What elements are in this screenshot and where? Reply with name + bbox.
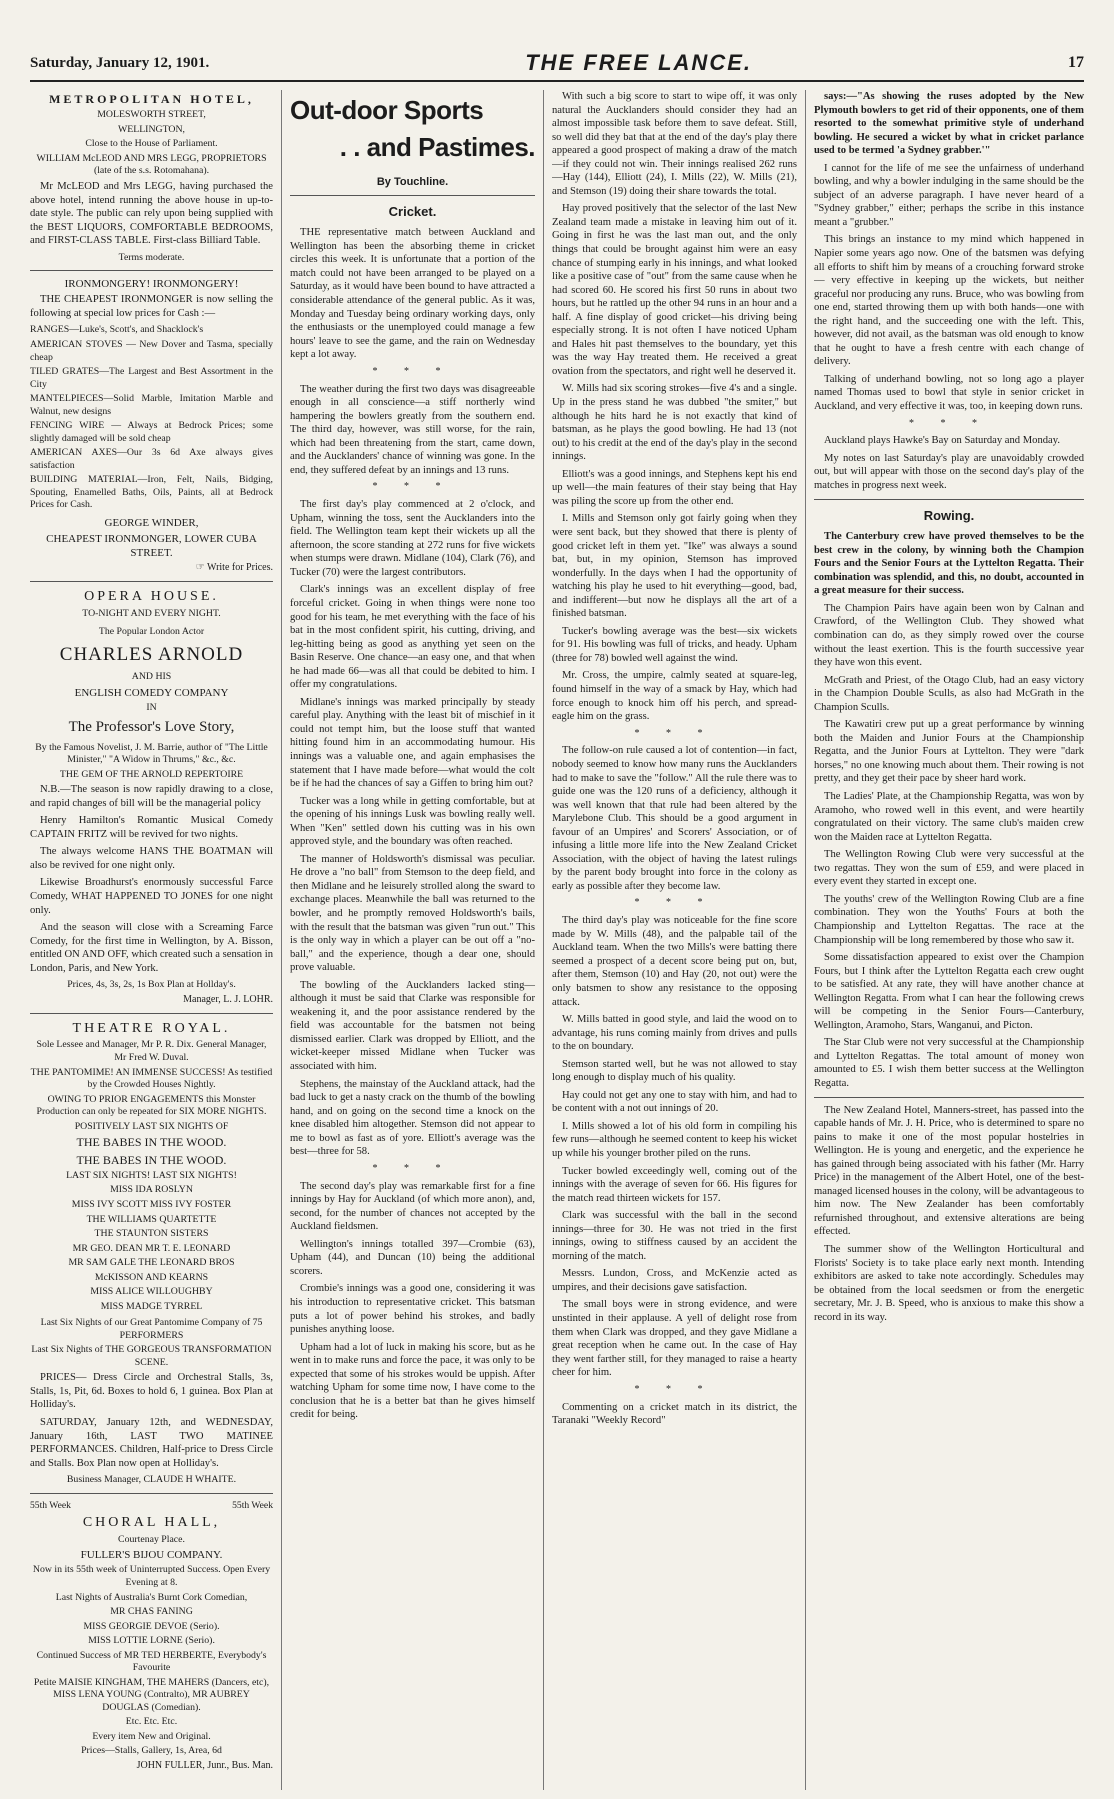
byline: By Touchline. bbox=[376, 175, 449, 188]
ad-line: TO-NIGHT AND EVERY NIGHT. bbox=[82, 607, 221, 619]
ad-line: The Popular London Actor bbox=[98, 626, 205, 638]
ad-body: Mr McLEOD and Mrs LEGG, having purchased the above hotel, intend running the above house in up-to-date style. The public can rely upon being supplied with the BEST LIQUORS, COMFORTABLE BEDROOMS, and FIRST-CLASS TABLE. First-class Billiard Table. bbox=[30, 181, 273, 247]
article-paragraph: Messrs. Lundon, Cross, and McKenzie acted as umpires, and their decisions gave satisfaction. bbox=[552, 1268, 797, 1293]
article-paragraph: Midlane's innings was marked principally by steady careful play. Anything with the least bit of mischief in it could not tempt him, but the loose stuff that wanted hitting found him in an accommodating humour. His innings was a valuable one, and again emphasises the statement that I have made before—what would the colt be if he had the chances of say a Giffen to bring him out? bbox=[290, 696, 535, 790]
article-paragraph: The Canterbury crew have proved themselves to be the best crew in the colony, by winning both the Champion Fours and the Senior Fours at the Lyttelton Regatta. Their combination was splendid, and this, no doubt, accounted in a great measure for their success. bbox=[814, 531, 1084, 597]
article-paragraph: Stephens, the mainstay of the Auckland attack, had the bad luck to get a nasty crack on the thumb of the bowling hand, and on going on the second time a knock on the knee disabled him altogether. Stemson did not appear to me to bowl as fast as of yore. Elliott's average was the best—three for 58. bbox=[290, 1078, 535, 1158]
divider bbox=[290, 195, 535, 196]
ironmongery-list bbox=[30, 324, 273, 511]
article-paragraph: Upham had a lot of luck in making his score, but as he went in to make runs and force the pace, it was only to be expected that some of his strokes would be uppish. After watching Upham for some time now, I have come to the conclusion that he is a better bat than he gives himself credit for being. bbox=[290, 1341, 535, 1421]
article-paragraph: Elliott's was a good innings, and Stephens kept his end up well—the main features of their stay being that Hay was piling the score up from the other end. bbox=[552, 468, 797, 507]
separator-stars: * * * bbox=[909, 417, 989, 429]
article-paragraph: says:—"As showing the ruses adopted by the New Plymouth bowlers to get rid of their opponents, one of them resorted to the somewhat primitive style of underhand bowling. He secured a wicket by what in cricket parlance used to be termed 'a Sydney grabber.'" bbox=[814, 91, 1084, 157]
advertisements-column bbox=[30, 90, 282, 1790]
sports-column-1 bbox=[290, 90, 544, 1790]
ad-line: Last Six Nights of THE GORGEOUS TRANSFORMATION SCENE. bbox=[31, 1344, 272, 1368]
article-paragraph: Talking of underhand bowling, not so long ago a player named Thomas used to bowl that style in senior cricket in Auckland, and very effective it was, too, in keeping down runs. bbox=[814, 373, 1084, 413]
list-item: FENCING WIRE — Always at Bedrock Prices; some slightly damaged will be sold cheap bbox=[30, 420, 273, 444]
cast-line: MISS IDA ROSLYN bbox=[110, 1184, 193, 1196]
newspaper-title: THE FREE LANCE. bbox=[525, 50, 752, 75]
cast-line: MISS IVY SCOTT MISS IVY FOSTER bbox=[71, 1198, 232, 1210]
ad-line: Courtenay Place. bbox=[118, 1533, 185, 1545]
article-paragraph: W. Mills had six scoring strokes—five 4's and a single. Up in the press stand he was dubbed "the smiter," but although he hits hard he is not exactly that kind of batsman, as he plays the good bowling. He had 13 (not out) to his credit at the end of the day's play in the second innings. bbox=[552, 383, 797, 463]
ad-heading: OPERA HOUSE. bbox=[84, 588, 219, 604]
article-paragraph: The Ladies' Plate, at the Championship Regatta, was won by Aramoho, who rowed well in this event, and were heartily congratulated on their victory. The same club's maiden crew won the Maiden race at Lyttelton Regatta. bbox=[814, 791, 1084, 843]
ad-line: MR CHAS FANING bbox=[110, 1606, 193, 1618]
article-paragraph: Tucker bowled exceedingly well, coming out of the innings with the average of seven for 66. His figures for the match read thirteen wickets for 157. bbox=[552, 1165, 797, 1204]
article-paragraph: The youths' crew of the Wellington Rowing Club are a fine combination. They won the Youths' Fours at both the Championship and Lyttelton Regattas. The race at the Championship will be long remembered by those who saw it. bbox=[814, 893, 1084, 946]
masthead bbox=[30, 46, 1084, 82]
cast-line: MISS MADGE TYRREL bbox=[100, 1300, 203, 1312]
ad-line: Every item New and Original. bbox=[92, 1730, 211, 1742]
ad-body: THE CHEAPEST IRONMONGER is now selling the following at special low prices for Cash :— bbox=[30, 294, 273, 319]
list-item: RANGES—Luke's, Scott's, and Shacklock's bbox=[30, 324, 204, 336]
list-item: TILED GRATES—The Largest and Best Assortment in the City bbox=[30, 366, 273, 390]
article-paragraph: The Champion Pairs have again been won by Calnan and Crawford, of the Wellington Club. They showed what combination can do, as they simply rowed over the course without the least exertion. This is the fourth successive year they have won this event. bbox=[814, 602, 1084, 669]
ad-line: ☞ Write for Prices. bbox=[195, 562, 273, 574]
article-paragraph: This brings an instance to my mind which happened in Napier some years ago now. One of the batsmen was defying all efforts to shift him by means of a crouching forward stroke — very effective in keeping up the wickets, but neither graceful nor producing any runs. Bruce, who was bowling from one end, started throwing them up with both hands—one with the right hand, and the succeeding one with the left. This, however, did not avail, as the batsman was old enough to know that he ought to have a fresh centre with each change of delivery. bbox=[814, 234, 1084, 368]
sports-column-2 bbox=[552, 90, 806, 1790]
ad-line: GEORGE WINDER, bbox=[104, 516, 199, 529]
ad-heading: IRONMONGERY! IRONMONGERY! bbox=[64, 278, 239, 291]
page-number: 17 bbox=[1068, 54, 1084, 71]
ad-line: CHARLES ARNOLD bbox=[59, 643, 244, 665]
cast-line: THE WILLIAMS QUARTETTE bbox=[86, 1213, 217, 1225]
ad-heading: METROPOLITAN HOTEL, bbox=[49, 92, 254, 106]
ad-line: POSITIVELY LAST SIX NIGHTS OF bbox=[74, 1120, 229, 1132]
ad-line: THE BABES IN THE WOOD. bbox=[76, 1135, 227, 1150]
ad-line: Petite MAISIE KINGHAM, THE MAHERS (Dancers, etc), MISS LENA YOUNG (Contralto), MR AUBREY DOUGLAS (Comedian). bbox=[33, 1676, 270, 1713]
opera-house-ad bbox=[30, 588, 273, 1007]
article-paragraph: The follow-on rule caused a lot of contention—in fact, nobody seemed to know how many runs the Aucklanders had to make to save the "follow." All the rule there was to guide one was the 120 runs of a deficiency, although it was well known that that rule had been altered by the Marylebone Club. This should be a good argument in favour of an Umpires' and Scorers' Association, or of infusing a little more life into the New Zealand Cricket Association, with the object of having the latest rulings by the parent body brought into force in the colony as early as possible after they become law. bbox=[552, 745, 797, 892]
cast-line: MISS ALICE WILLOUGHBY bbox=[90, 1286, 213, 1298]
ad-line: LAST SIX NIGHTS! LAST SIX NIGHTS! bbox=[66, 1169, 237, 1181]
sports-subtitle: . . and Pastimes. bbox=[339, 132, 535, 163]
ad-line: Now in its 55th week of Uninterrupted Success. Open Every Evening at 8. bbox=[32, 1564, 271, 1589]
separator-stars: * * * bbox=[372, 365, 453, 377]
sports-column-3 bbox=[814, 90, 1084, 1790]
ad-line: WILLIAM McLEOD AND MRS LEGG, PROPRIETORS (late of the s.s. Rotomahana). bbox=[36, 152, 267, 177]
article-paragraph: The small boys were in strong evidence, and were unstinted in their applause. A yell of delight rose from them when Clark was dropped, and they gave Midlane a great reception when he came out. In the case of Hay they went farther still, for they managed to raise a hearty cheer for him. bbox=[552, 1299, 797, 1379]
divider bbox=[30, 581, 273, 582]
cast-line: MR SAM GALE THE LEONARD BROS bbox=[68, 1257, 235, 1269]
article-paragraph: Tucker's bowling average was the best—six wickets for 91. His bowling was full of tricks, and heady. Upham (three for 78) bowled well against the wind. bbox=[552, 625, 797, 664]
separator-stars: * * * bbox=[634, 897, 715, 909]
ad-line: AND HIS bbox=[131, 671, 172, 683]
ad-line: MISS GEORGIE DEVOE (Serio). bbox=[83, 1620, 220, 1632]
metropolitan-hotel-ad bbox=[30, 92, 273, 264]
article-paragraph: The bowling of the Aucklanders lacked sting—although it must be said that Clarke was responsible for weakening it, and the poor assistance rendered by the field was accountable for the batsmen not being dismissed earlier. Clark was dropped by Elliott, and the wicket-keeper missed Midlane when Tucker was associated with him. bbox=[290, 979, 535, 1072]
list-item: AMERICAN AXES—Our 3s 6d Axe always gives satisfaction bbox=[30, 447, 273, 471]
ad-line: Continued Success of MR TED HERBERTE, Everybody's Favourite bbox=[36, 1649, 267, 1674]
list-item: AMERICAN STOVES — New Dover and Tasma, specially cheap bbox=[30, 338, 273, 363]
section-heading-cricket: Cricket. bbox=[388, 203, 437, 219]
ad-body: The always welcome HANS THE BOATMAN will also be revived for one night only. bbox=[30, 846, 273, 871]
article-paragraph: Tucker was a long while in getting comfortable, but at the opening of his innings Lusk was bowling really well. When "Ken" settled down his cutting was in his own approved style, and the boundary was often reached. bbox=[290, 795, 535, 848]
article-paragraph: Mr. Cross, the umpire, calmly seated at square-leg, found himself in the way of a smack by Hay, which had force enough to knock him off his perch, and spread-eagle him on the grass. bbox=[552, 670, 797, 723]
article-paragraph: The Kawatiri crew put up a great performance by winning both the Maiden and Junior Fours at the Championship Regatta, and the Junior Fours at Lyttelton. They were "dark horses," no one knowing much about them. Their rowing is not pretty, and they get their pace by sheer hard work. bbox=[814, 719, 1084, 785]
theatre-royal-ad bbox=[30, 1020, 273, 1487]
ad-line: Prices, 4s, 3s, 2s, 1s Box Plan at Hollday's. bbox=[67, 979, 236, 991]
ad-line: OWING TO PRIOR ENGAGEMENTS this Monster Production can only be repeated for SIX MORE NIGHTS. bbox=[36, 1093, 267, 1118]
article-paragraph: Hay proved positively that the selector of the last New Zealand team made a mistake in leaving him out of it. Going in first he was the last man out, and the only things that could be brought against him were an easy chance of stumping early in his innings, and what looked like a positive case of "out" from the same cause when he had scored 60. He scored his first 50 runs in about two hours, but he rattled up the other 94 runs in an hour and a half. A fine display of good cricket—his driving being especially strong. It is not often I have noticed Upham and Hales hit past themselves to the boundary, yet this was the way Hay treated them. He received a great ovation from the spectators, and right well he deserved it. bbox=[552, 203, 797, 377]
article-paragraph: With such a big score to start to wipe off, it was only natural the Aucklanders should consider they had an almost impossible task before them to save defeat. Still, so well did they bat that at the end of the day's play there appeared a good prospect of making a draw of the match—if they could not win. Their innings realised 262 runs—Hay (144), Elliott (24), I. Mills (22), W. Mills (21), and Stemson (19) doing their share towards the total. bbox=[552, 91, 797, 197]
section-heading-rowing: Rowing. bbox=[923, 507, 975, 523]
ad-line: JOHN FULLER, Junr., Bus. Man. bbox=[136, 1759, 273, 1771]
ad-line: MISS LOTTIE LORNE (Serio). bbox=[88, 1635, 215, 1647]
ad-line: THE GEM OF THE ARNOLD REPERTOIRE bbox=[59, 768, 244, 780]
cast-line: MR GEO. DEAN MR T. E. LEONARD bbox=[72, 1242, 231, 1254]
ad-line: Sole Lessee and Manager, Mr P. R. Dix. General Manager, Mr Fred W. Duval. bbox=[36, 1039, 267, 1063]
ad-line: WELLINGTON, bbox=[117, 123, 186, 135]
ad-line: THE BABES IN THE WOOD. bbox=[76, 1152, 227, 1167]
ad-line: FULLER'S BIJOU COMPANY. bbox=[80, 1549, 223, 1562]
article-paragraph: Some dissatisfaction appeared to exist over the Champion Fours, but I think after the Lyttelton Regatta each crew ought to be satisfied. At any rate, they will have another chance at Wellington Regatta. From what I can hear the following crews will be competing in the Senior Fours—Canterbury, Wellington, Aramoho, Stars, Wanganui, and Picton. bbox=[814, 952, 1084, 1031]
ad-body: Henry Hamilton's Romantic Musical Comedy CAPTAIN FRITZ will be revived for two nights. bbox=[30, 815, 273, 840]
divider bbox=[30, 1493, 273, 1494]
ad-line: The Professor's Love Story, bbox=[68, 719, 235, 736]
separator-stars: * * * bbox=[372, 481, 453, 493]
separator-stars: * * * bbox=[634, 727, 715, 739]
article-paragraph: Auckland plays Hawke's Bay on Saturday and Monday. bbox=[824, 435, 1061, 447]
article-paragraph: Clark's innings was an excellent display of free forceful cricket. Going in when things were none too good for his team, he met everything with the face of his bat in the most confident spirit, his cutting, driving, and leg-hitting being as good as anything yet seen on the Basin Reserve. One chance—an easy one, and that when he had made 66—was all that could be debited to him. I offer my congratulations. bbox=[290, 584, 535, 691]
week-left: 55th Week bbox=[30, 1499, 71, 1511]
ad-heading: CHORAL HALL, bbox=[82, 1514, 221, 1530]
ad-heading: THEATRE ROYAL. bbox=[72, 1020, 231, 1036]
ad-line: IN bbox=[146, 701, 157, 713]
article-paragraph: I. Mills and Stemson only got fairly going when they were sent back, but they showed that there is plenty of good cricket left in them yet. "Ike" was always a sound bat, but, in my opinion, Stemson has improved wonderfully. In the days when I had the opportunity of watching his play he used to hit everything—good, bad, and indifferent—but now he displays all the art of a finished batsman. bbox=[552, 513, 797, 620]
ad-line: CHEAPEST IRONMONGER, LOWER CUBA STREET. bbox=[46, 532, 257, 560]
article-paragraph: I. Mills showed a lot of his old form in compiling his few runs—although he seemed content to keep his wicket up while his younger brother piled on the runs. bbox=[552, 1120, 797, 1159]
ad-body: PRICES— Dress Circle and Orchestral Stalls, 3s, Stalls, 1s, Pit, 6d. Boxes to hold 6, 1 guinea. Box Plan at Holliday's. bbox=[30, 1372, 273, 1411]
ad-line: Close to the House of Parliament. bbox=[85, 138, 218, 150]
choral-hall-ad bbox=[30, 1500, 273, 1773]
article-paragraph: Crombie's innings was a good one, considering it was his introduction to representative cricket. This batsman puts a lot of power behind his strokes, and badly punishes anything loose. bbox=[290, 1283, 535, 1336]
ad-line: MOLESWORTH STREET, bbox=[97, 109, 206, 121]
separator-stars: * * * bbox=[372, 1162, 453, 1174]
article-paragraph: The Star Club were not very successful at the Championship and Lyttelton Regattas. The total amount of money won amounted to £5. I wish them better success at the Wellington Regatta. bbox=[814, 1037, 1084, 1089]
ad-line: THE PANTOMIME! AN IMMENSE SUCCESS! As testified by the Crowded Houses Nightly. bbox=[30, 1066, 273, 1091]
article-paragraph: My notes on last Saturday's play are unavoidably crowded out, but will appear with those on the second day's play of the matches in progress next week. bbox=[814, 452, 1084, 492]
divider bbox=[814, 499, 1084, 500]
article-paragraph: McGrath and Priest, of the Otago Club, had an easy victory in the Champion Double Sculls, as also had McGrath in the Champion Sculls. bbox=[814, 674, 1084, 713]
ad-body: Likewise Broadhurst's enormously successful Farce Comedy, WHAT HAPPENED TO JONES for one night only. bbox=[30, 877, 273, 916]
ad-line: Last Six Nights of our Great Pantomime Company of 75 PERFORMERS bbox=[40, 1317, 263, 1341]
article-paragraph: Stemson started well, but he was not allowed to stay long enough to display much of his quality. bbox=[552, 1058, 797, 1084]
ad-body: N.B.—The season is now rapidly drawing to a close, and rapid changes of bill will be the managerial policy bbox=[30, 784, 273, 809]
ad-line: ENGLISH COMEDY COMPANY bbox=[74, 686, 229, 699]
article-paragraph: Clark was successful with the ball in the second innings—three for 30. He was not tried in the first innings, owing to stiffness caused by an accident the morning of the match. bbox=[552, 1210, 797, 1262]
sports-title: Out-door Sports bbox=[290, 95, 484, 125]
separator-stars: * * * bbox=[634, 1383, 715, 1395]
article-paragraph: I cannot for the life of me see the unfairness of underhand bowling, and why a bowler indulging in the same should be the subject of an adverse paragraph. I have never heard of a "Sydney grabber," either; perhaps the scribe in this instance meant a "grubber." bbox=[814, 162, 1084, 228]
week-right: 55th Week bbox=[232, 1499, 273, 1511]
cast-line: THE STAUNTON SISTERS bbox=[94, 1228, 209, 1240]
cast-line: McKISSON AND KEARNS bbox=[94, 1271, 209, 1283]
ad-line: Last Nights of Australia's Burnt Cork Comedian, bbox=[55, 1591, 248, 1603]
article-paragraph: Wellington's innings totalled 397—Crombie (63), Upham (44), and Duncan (10) being the additional scorers. bbox=[290, 1238, 535, 1277]
ad-line: Terms moderate. bbox=[118, 251, 185, 263]
ad-line: Business Manager, CLAUDE H WHAITE. bbox=[66, 1474, 237, 1486]
ironmongery-ad bbox=[30, 277, 273, 575]
article-paragraph: Hay could not get any one to stay with him, and had to be content with a not out innings of 20. bbox=[552, 1089, 797, 1115]
ad-body: SATURDAY, January 12th, and WEDNESDAY, January 16th, LAST TWO MATINEE PERFORMANCES. Children, Half-price to Dress Circle and Stalls. Box Plan now open at Holliday's. bbox=[30, 1416, 273, 1469]
article-paragraph: The first day's play commenced at 2 o'clock, and Upham, winning the toss, sent the Aucklanders into the field. The Wellington team kept their wickets up all the afternoon, the score standing at 272 runs for five wickets when stumps were drawn. Midlane (104), Clark (76), and Tucker (70) were the largest contributors. bbox=[290, 499, 535, 578]
article-paragraph: Commenting on a cricket match in its district, the Taranaki "Weekly Record" bbox=[552, 1401, 797, 1427]
divider bbox=[30, 270, 273, 271]
ad-line: Prices—Stalls, Gallery, 1s, Area, 6d bbox=[81, 1745, 222, 1757]
article-paragraph: The weather during the first two days was disagreeable enough in all conscience—a stiff northerly wind hampering the bowlers greatly from the southern end. The third day, however, was still worse, for the rain, which had been threatening from the start, came down, and the Aucklanders' chance of winning was gone. In the end, they suffered defeat by an innings and 13 runs. bbox=[290, 383, 535, 476]
divider bbox=[30, 1013, 273, 1014]
article-paragraph: The third day's play was noticeable for the fine score made by W. Mills (48), and the palpable tail of the Auckland team. When the two Mills's were batting there seemed a prospect of a decent score being put on, but, after them, Stemson (10) and Hay (20, not out) were the only batsmen to show any resistance to the opposing attack. bbox=[552, 915, 797, 1008]
article-paragraph: The summer show of the Wellington Horticultural and Florists' Society is to take place early next month. Intending exhibitors are asked to take note accordingly. Schedules may be obtained from the local seedsmen or from the energetic secretary, Mr. J. B. Speed, who is anxious to make this show a record in its way. bbox=[814, 1243, 1084, 1323]
article-paragraph: The second day's play was remarkable first for a fine innings by Hay for Auckland (of which more anon), and, second, for the number of chances not accepted by the Auckland fieldsmen. bbox=[290, 1180, 535, 1233]
article-paragraph: The manner of Holdsworth's dismissal was peculiar. He drove a "no ball" from Stemson to the deep field, and then Midlane and he leisurely strolled along the sward to exchange places. Meanwhile the ball was returned to the bowler, and he promptly removed Holdsworth's bails, with the result that the batsman was given "run out." This is the only way in which a player can be out off a "no-ball," and the experience, though a dear one, should prove valuable. bbox=[290, 853, 535, 974]
list-item: MANTELPIECES—Solid Marble, Imitation Marble and Walnut, new designs bbox=[30, 393, 273, 417]
week-line bbox=[30, 1500, 273, 1512]
issue-date: Saturday, January 12, 1901. bbox=[30, 54, 210, 71]
article-paragraph: The New Zealand Hotel, Manners-street, has passed into the capable hands of Mr. J. H. Price, who is determined to spare no pains to make it one of the most popular hostelries in Wellington. He is young and energetic, and the experience he has gained through being associated with his father (Mr. Harry Price) in the management of the Albert Hotel, one of the best-managed licensed houses in the colony, will be advantageous to him now. The New Zealander has been comfortably refurnished throughout, and extensive alterations are being effected. bbox=[814, 1104, 1084, 1238]
article-paragraph: W. Mills batted in good style, and laid the wood on to advantage, his runs coming mainly from drives and pulls to the on boundary. bbox=[552, 1014, 797, 1053]
article-paragraph: The Wellington Rowing Club were very successful at the two regattas. They won the sum of £59, and were placed in every event they started in except one. bbox=[814, 849, 1084, 888]
ad-line: Manager, L. J. LOHR. bbox=[183, 993, 273, 1005]
article-paragraph: THE representative match between Auckland and Wellington has been the absorbing theme in cricket circles this week. It is unfortunate that a portion of the match could not have been arranged to be played on a Saturday, as it would have been bound to have attracted a considerable attendance of the general public. As it was, Monday and Tuesday being ordinary working days, only the enthusiasts or the unemployed could manage a few hours' leave to see the game, and the rain on Wednesday kept a lot away. bbox=[290, 227, 535, 361]
ad-line: Etc. Etc. Etc. bbox=[125, 1716, 178, 1728]
ad-body: And the season will close with a Screaming Farce Comedy, for the first time in Wellington, by A. Bisson, entitled ON AND OFF, which created such a sensation in London, Paris, and New York. bbox=[30, 922, 273, 974]
list-item: BUILDING MATERIAL—Iron, Felt, Nails, Bidging, Spouting, Enamelled Baths, Oils, Paints, all at Bedrock Prices for Cash. bbox=[30, 474, 273, 511]
ad-line: By the Famous Novelist, J. M. Barrie, author of "The Little Minister," "A Widow in Thrums," &c., &c. bbox=[35, 741, 268, 766]
divider bbox=[814, 1097, 1084, 1098]
